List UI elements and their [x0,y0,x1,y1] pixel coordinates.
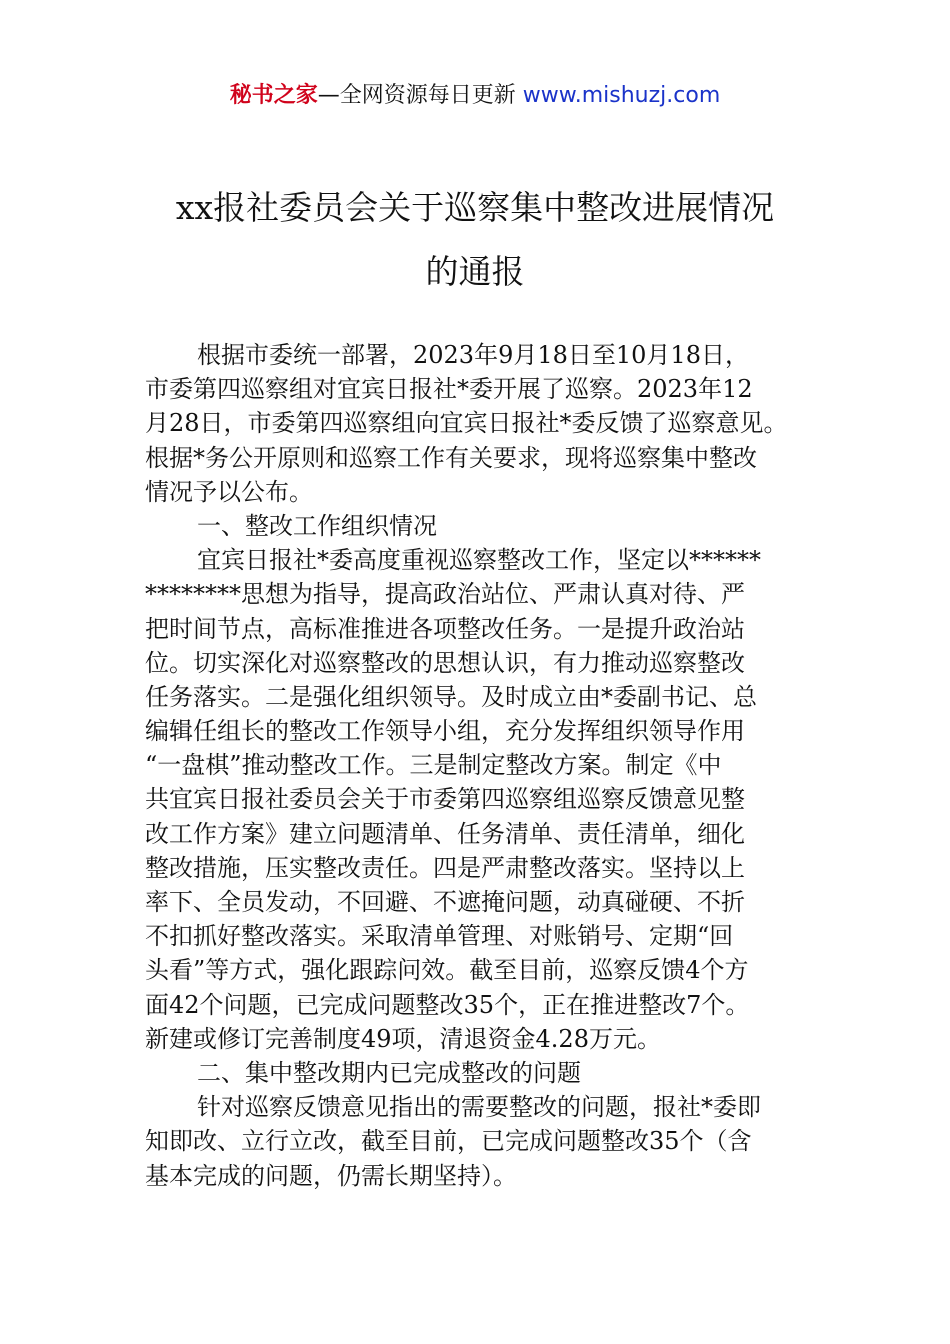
title-line-2: 的通报 [425,252,525,291]
site-header [0,80,950,112]
section-heading-1: 一、整改工作组织情况 [197,511,437,540]
body-line: 任务落实。二是强化组织领导。及时成立由*委副书记、总 [145,682,757,711]
body-line: 新建或修订完善制度49项，清退资金4.28万元。 [145,1024,661,1053]
body-line: 知即改、立行立改，截至目前，已完成问题整改35个（含 [145,1127,752,1156]
section-heading-2: 二、集中整改期内已完成整改的问题 [197,1058,581,1087]
header-slogan: —全网资源每日更新 [317,83,516,108]
body-line: ********思想为指导，提高政治站位、严肃认真对待、严 [145,580,745,609]
body-line: 针对巡察反馈意见指出的需要整改的问题，报社*委即 [197,1093,761,1122]
body-line: 改工作方案》建立问题清单、任务清单、责任清单，细化 [145,819,745,848]
body-line: 编辑任组长的整改工作领导小组，充分发挥组织领导作用 [145,717,745,746]
body-line: 面42个问题，已完成问题整改35个，正在推进整改7个。 [145,990,750,1019]
document-body [145,338,810,1193]
body-line: 把时间节点，高标准推进各项整改任务。一是提升政治站 [145,614,745,643]
site-url-link[interactable]: www.mishuzj.com [522,83,721,108]
body-line: 基本完成的问题，仍需长期坚持）。 [145,1161,517,1190]
body-line: 率下、全员发动，不回避、不遮掩问题，动真碰硬、不折 [145,888,745,916]
body-line: 根据*务公开原则和巡察工作有关要求，现将巡察集中整改 [145,443,757,472]
body-line: 位。切实深化对巡察整改的思想认识，有力推动巡察整改 [145,648,745,677]
body-line: 情况予以公布。 [145,477,313,506]
body-line: 宜宾日报社*委高度重视巡察整改工作，坚定以****** [197,546,761,575]
title-line-1: xx报社委员会关于巡察集中整改进展情况 [175,188,775,227]
body-line: 共宜宾日报社委员会关于市委第四巡察组巡察反馈意见整 [145,785,745,814]
body-line: 整改措施，压实整改责任。四是严肃整改落实。坚持以上 [145,853,745,882]
body-line: “一盘棋”推动整改工作。三是制定整改方案。制定《中 [145,751,722,780]
body-line: 根据市委统一部署，2023年9月18日至10月18日， [197,341,749,369]
body-line: 不扣抓好整改落实。采取清单管理、对账销号、定期“回 [145,922,734,951]
brand-name: 秘书之家 [229,83,318,108]
body-line: 市委第四巡察组对宜宾日报社*委开展了巡察。2023年12 [145,375,753,404]
document-title [100,176,850,304]
body-line: 月28日，市委第四巡察组向宜宾日报社*委反馈了巡察意见。 [145,409,788,438]
body-line: 头看”等方式，强化跟踪问效。截至目前，巡察反馈4个方 [145,956,749,985]
